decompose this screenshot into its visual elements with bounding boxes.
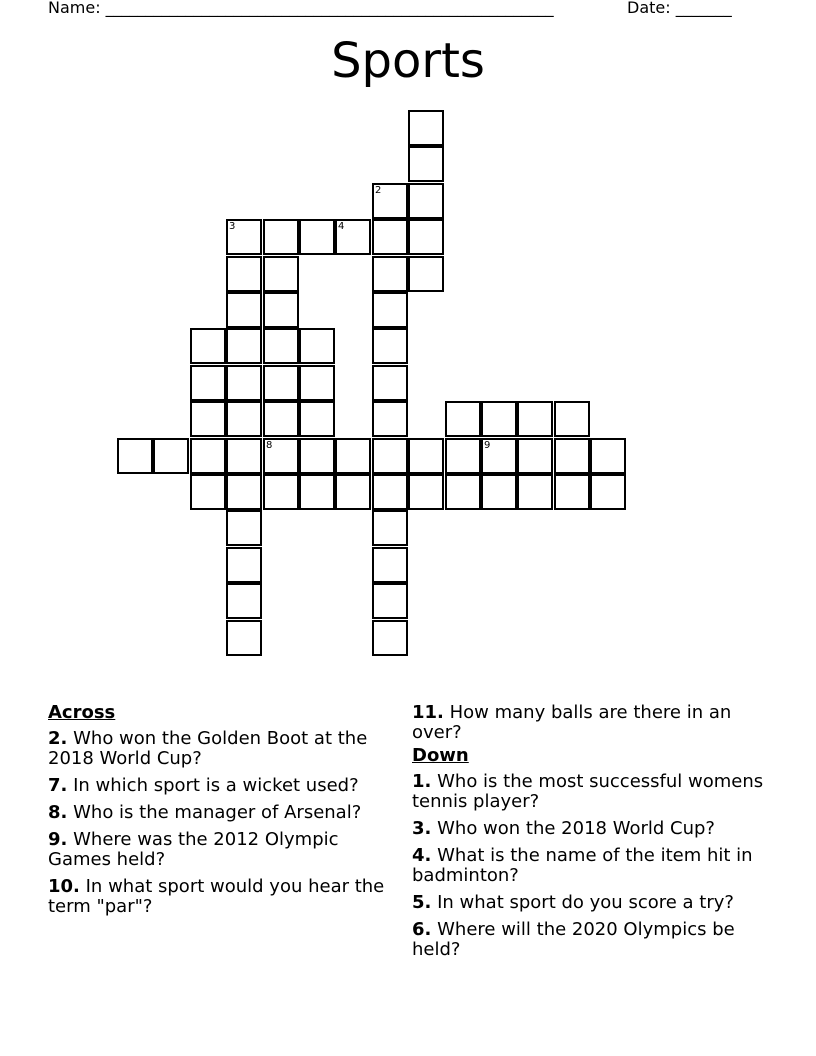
name-field[interactable]: Name: ________________________________________________________	[48, 0, 554, 17]
grid-cell[interactable]	[554, 438, 590, 474]
clues-column-right	[412, 703, 764, 967]
cell-number: 4	[338, 221, 345, 232]
grid-cell[interactable]	[372, 219, 408, 255]
grid-cell[interactable]	[226, 365, 262, 401]
grid-cell[interactable]	[372, 256, 408, 292]
cell-number: 8	[266, 440, 273, 451]
grid-cell[interactable]	[226, 256, 262, 292]
grid-cell[interactable]	[190, 438, 226, 474]
grid-cell[interactable]	[408, 219, 444, 255]
grid-cell[interactable]	[226, 438, 262, 474]
across-heading: Across	[48, 702, 116, 723]
clue-down-1: 1. Who is the most successful womens tennis player?	[412, 771, 764, 812]
grid-cell[interactable]	[372, 183, 408, 219]
grid-cell[interactable]	[226, 328, 262, 364]
grid-cell[interactable]	[299, 328, 335, 364]
clue-across-11: 11. How many balls are there in an over?	[412, 702, 732, 743]
grid-cell[interactable]	[299, 474, 335, 510]
grid-cell[interactable]	[190, 365, 226, 401]
grid-cell[interactable]	[517, 401, 553, 437]
grid-cell[interactable]	[335, 474, 371, 510]
clue-down-3: 3. Who won the 2018 World Cup?	[412, 818, 715, 839]
clue-across-7: 7. In which sport is a wicket used?	[48, 775, 359, 796]
cell-number: 2	[375, 185, 382, 196]
puzzle-title: Sports	[331, 33, 485, 89]
grid-cell[interactable]	[263, 328, 299, 364]
grid-cell[interactable]	[554, 401, 590, 437]
grid-cell[interactable]	[263, 292, 299, 328]
cell-number: 3	[229, 221, 236, 232]
cell-number: 9	[484, 440, 491, 451]
grid-cell[interactable]	[372, 292, 408, 328]
grid-cell[interactable]	[372, 547, 408, 583]
clue-across-8: 8. Who is the manager of Arsenal?	[48, 802, 362, 823]
grid-cell[interactable]	[372, 474, 408, 510]
clue-across-9: 9. Where was the 2012 Olympic Games held?	[48, 829, 339, 870]
grid-cell[interactable]	[445, 474, 481, 510]
grid-cell[interactable]	[263, 219, 299, 255]
clue-down-4: 4. What is the name of the item hit in badminton?	[412, 845, 753, 886]
grid-cell[interactable]	[299, 438, 335, 474]
grid-cell[interactable]	[190, 474, 226, 510]
down-heading: Down	[412, 745, 469, 766]
date-field[interactable]: Date: _______	[627, 0, 732, 17]
grid-cell[interactable]	[481, 401, 517, 437]
grid-cell[interactable]	[408, 146, 444, 182]
grid-cell[interactable]	[226, 510, 262, 546]
grid-cell[interactable]	[117, 438, 153, 474]
clue-across-10: 10. In what sport would you hear the term "par"?	[48, 876, 385, 917]
grid-cell[interactable]	[445, 438, 481, 474]
grid-cell[interactable]	[263, 474, 299, 510]
grid-cell[interactable]	[263, 256, 299, 292]
grid-cell[interactable]	[408, 183, 444, 219]
grid-cell[interactable]	[372, 328, 408, 364]
grid-cell[interactable]	[299, 219, 335, 255]
grid-cell[interactable]	[590, 438, 626, 474]
grid-cell[interactable]	[481, 474, 517, 510]
grid-cell[interactable]	[226, 620, 262, 656]
grid-cell[interactable]	[263, 438, 299, 474]
clues-column-left	[48, 703, 400, 924]
grid-cell[interactable]	[372, 583, 408, 619]
grid-cell[interactable]	[517, 438, 553, 474]
clue-across-2: 2. Who won the Golden Boot at the 2018 World Cup?	[48, 728, 368, 769]
grid-cell[interactable]	[190, 401, 226, 437]
grid-cell[interactable]	[335, 219, 371, 255]
grid-cell[interactable]	[226, 547, 262, 583]
grid-cell[interactable]	[263, 365, 299, 401]
grid-cell[interactable]	[226, 583, 262, 619]
grid-cell[interactable]	[590, 474, 626, 510]
grid-cell[interactable]	[226, 474, 262, 510]
grid-cell[interactable]	[372, 620, 408, 656]
grid-cell[interactable]	[226, 292, 262, 328]
grid-cell[interactable]	[554, 474, 590, 510]
grid-cell[interactable]	[408, 474, 444, 510]
grid-cell[interactable]	[445, 401, 481, 437]
grid-cell[interactable]	[372, 401, 408, 437]
grid-cell[interactable]	[372, 510, 408, 546]
grid-cell[interactable]	[372, 365, 408, 401]
grid-cell[interactable]	[517, 474, 553, 510]
grid-cell[interactable]	[153, 438, 189, 474]
grid-cell[interactable]	[408, 438, 444, 474]
clue-down-6: 6. Where will the 2020 Olympics be held?	[412, 919, 735, 960]
grid-cell[interactable]	[408, 256, 444, 292]
grid-cell[interactable]	[408, 110, 444, 146]
grid-cell[interactable]	[226, 219, 262, 255]
grid-cell[interactable]	[263, 401, 299, 437]
grid-cell[interactable]	[299, 365, 335, 401]
grid-cell[interactable]	[226, 401, 262, 437]
clue-down-5: 5. In what sport do you score a try?	[412, 892, 734, 913]
grid-cell[interactable]	[372, 438, 408, 474]
grid-cell[interactable]	[335, 438, 371, 474]
grid-cell[interactable]	[481, 438, 517, 474]
grid-cell[interactable]	[190, 328, 226, 364]
grid-cell[interactable]	[299, 401, 335, 437]
